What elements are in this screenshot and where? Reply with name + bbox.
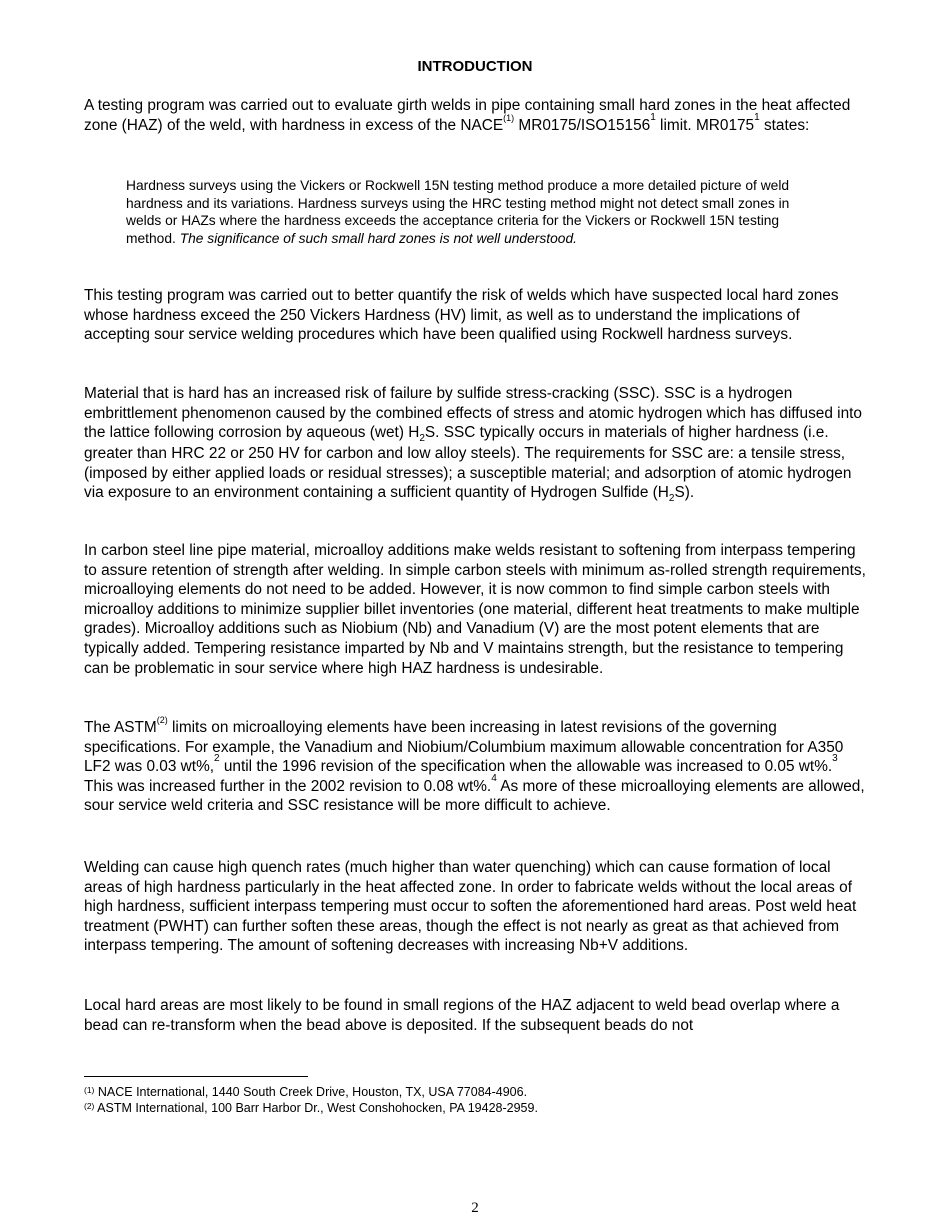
paragraph-hard-areas: Local hard areas are most likely to be found in small regions of the HAZ adjacent to weld bead overlap where a bead can re-transform when the bead above is deposited. If the subsequent beads do not <box>84 997 840 1034</box>
paragraph-intro: A testing program was carried out to evaluate girth welds in pipe containing small hard zones in the heat affected zone (HAZ) of the weld, with hardness in excess of the NACE$^{(1)}$ MR0175/ISO15156$^1$ limit. MR0175$^1$ states: <box>84 97 851 134</box>
section-heading: INTRODUCTION <box>417 58 533 75</box>
quote-italic-text: The significance of such small hard zones is not well understood. <box>175 231 577 247</box>
citation-ref: 1 <box>650 111 656 123</box>
footnote-ref: (1) <box>503 112 515 123</box>
footnote-ref: (2) <box>156 715 168 725</box>
footnote-divider <box>84 1076 308 1077</box>
citation-ref: 1 <box>754 111 760 123</box>
paragraph-microalloy: In carbon steel line pipe material, microalloy additions make welds resistant to softening from interpass tempering to assure retention of strength after welding. In simple carbon steels with minimum as-rolled strength requirements, microalloying elements do not need to be added. However, it is now common to find simple carbon steels with microalloy additions to minimize supplier billet inventories (one material, different heat treatments to make multiple grades). Microalloy additions such as Niobium (Nb) and Vanadium (V) are the most potent elements that are typically added. Tempering resistance imparted by Nb and V maintains strength, but the resistance to tempering can be problematic in sour service where high HAZ hardness is undesirable. <box>84 542 866 677</box>
footnote-2: $^{(2)}$ ASTM International, 100 Barr Harbor Dr., West Conshohocken, PA 19428-2959. <box>84 1101 538 1115</box>
paragraph-purpose: This testing program was carried out to better quantify the risk of welds which have suspected local hard zones whose hardness exceed the 250 Vickers Hardness (HV) limit, as well as to understand the implications of accepting sour service welding procedures which have been qualified using Rockwell hardness surveys. <box>84 287 839 344</box>
paragraph-ssc: Material that is hard has an increased risk of failure by sulfide stress-cracking (SSC). SSC is a hydrogen embrittlement phenomenon caused by the combined effects of stress and atomic hydrogen which has diffused into the lattice following corrosion by aqueous (wet) $H_2S$. SSC typically occurs in materials of higher hardness (i.e. greater than HRC 22 or 250 HV for carbon and low alloy steels). The requirements for SSC are: a tensile stress, (imposed by either applied loads or residual stresses); a susceptible material; and adsorption of atomic hydrogen via exposure to an environment containing a sufficient quantity of Hydrogen Sulfide $(H_2S)$. <box>84 385 862 505</box>
citation-ref: 4 <box>491 772 497 784</box>
citation-ref: 3 <box>832 753 838 765</box>
block-quote <box>126 177 816 248</box>
footnote-1: $^{(1)}$ NACE International, 1440 South Creek Drive, Houston, TX, USA 77084-4906. <box>84 1085 528 1099</box>
quote-text: Hardness surveys using the Vickers or Rockwell 15N testing method produce a more detailed picture of weld hardness and its variations. Hardness surveys using the HRC testing method might not detect small zones in welds or HAZs where the hardness exceeds the acceptance criteria for the Vickers or Rockwell 15N testing method. <box>126 178 790 247</box>
citation-ref: 2 <box>214 753 220 765</box>
paragraph-welding: Welding can cause high quench rates (much higher than water quenching) which can cause formation of local areas of high hardness particularly in the heat affected zone. In order to fabricate welds without the local areas of high hardness, sufficient interpass tempering must occur to soften the aforementioned hard areas. Post weld heat treatment (PWHT) can further soften these areas, though the effect is not nearly as great as that achieved from interpass tempering. The amount of softening decreases with increasing Nb+V additions. <box>84 859 857 955</box>
page-number: 2 <box>471 1200 479 1216</box>
paragraph-astm: The ASTM$^{(2)}$ limits on microalloying elements have been increasing in latest revisions of the governing specifications. For example, the Vanadium and Niobium/Columbium maximum allowable concentration for A350 LF2 was 0.03 wt%,$^2$ until the 1996 revision of the specification when the allowable was increased to 0.05 wt%.$^3$ This was increased further in the 2002 revision to 0.08 wt%.$^4$ As more of these microalloying elements are allowed, sour service weld criteria and SSC resistance will be more difficult to achieve. <box>84 715 865 815</box>
